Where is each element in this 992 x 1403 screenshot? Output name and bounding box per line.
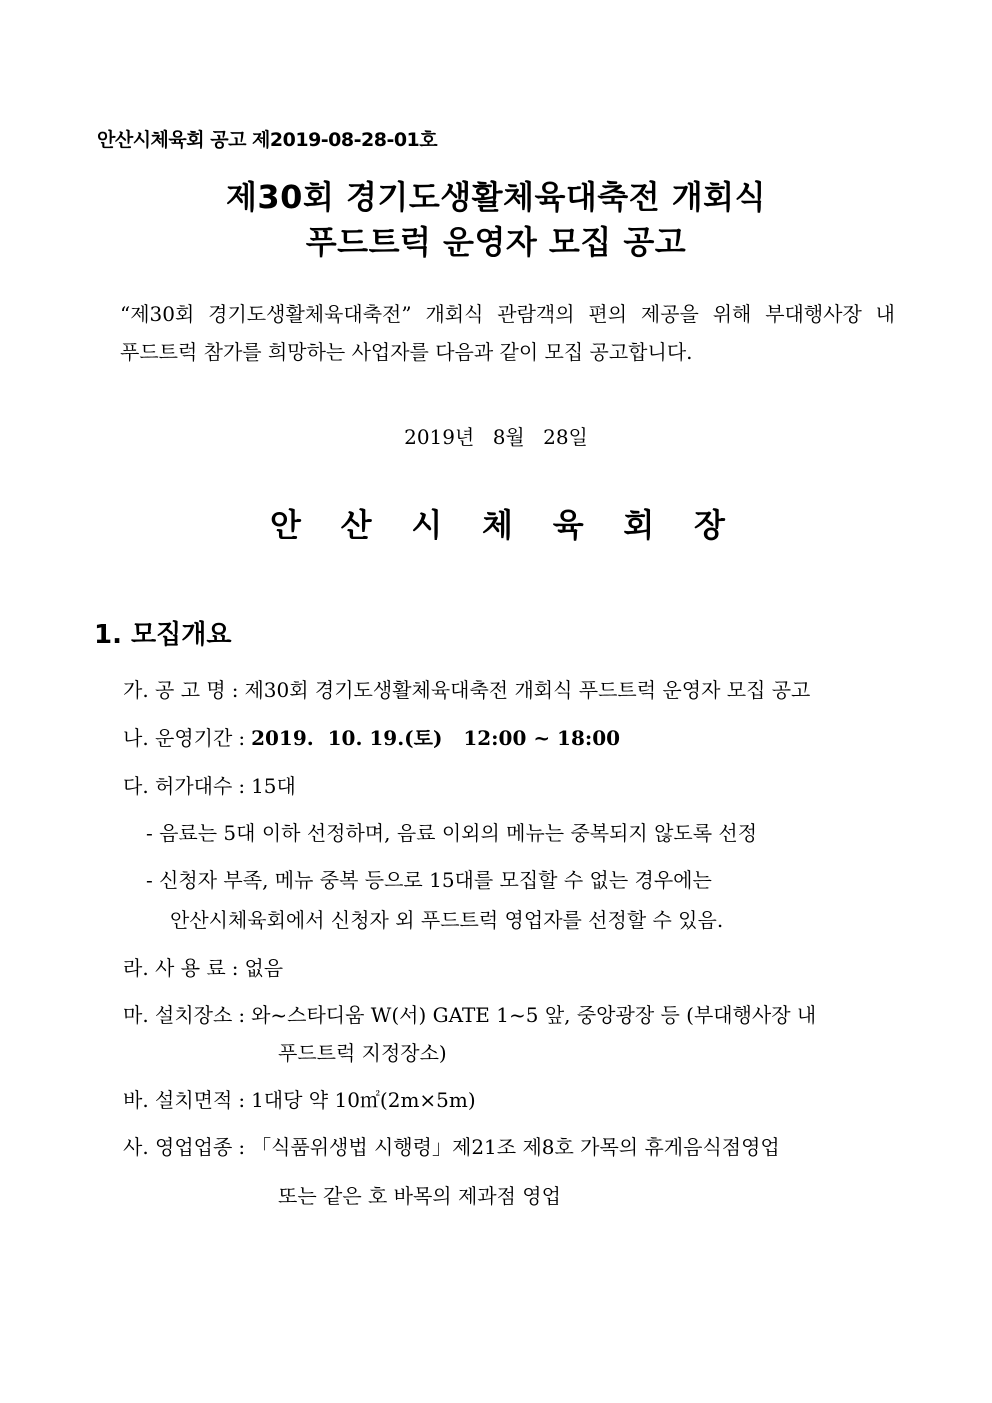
item-label: 가. 공 고 명 bbox=[123, 678, 226, 702]
item-value: 없음 bbox=[244, 956, 284, 980]
item-operation-period bbox=[123, 722, 620, 751]
item-label: 라. 사 용 료 bbox=[123, 956, 226, 980]
org-char: 산 bbox=[340, 506, 372, 544]
item-business-type-continued: 또는 같은 호 바목의 제과점 영업 bbox=[278, 1184, 561, 1208]
item-notice-name bbox=[123, 674, 810, 703]
section-heading: 1. 모집개요 bbox=[94, 620, 232, 650]
org-char: 시 bbox=[411, 506, 443, 544]
sub-item-shortage: - 신청자 부족, 메뉴 중복 등으로 15대를 모집할 수 없는 경우에는 bbox=[146, 868, 712, 892]
notice-number: 안산시체육회 공고 제2019-08-28-01호 bbox=[97, 129, 438, 151]
date-month: 8월 bbox=[492, 425, 525, 449]
item-colon: : bbox=[231, 956, 239, 980]
item-install-location bbox=[123, 999, 816, 1028]
item-value: 제30회 경기도생활체육대축전 개회식 푸드트럭 운영자 모집 공고 bbox=[244, 678, 811, 702]
item-value: 「식품위생법 시행령」제21조 제8호 가목의 휴게음식점영업 bbox=[251, 1135, 780, 1159]
org-char: 안 bbox=[270, 506, 301, 544]
item-value: 2019. 10. 19.(토) 12:00 ~ 18:00 bbox=[251, 726, 621, 750]
org-char: 체 bbox=[482, 506, 513, 544]
title-line-1: 제30회 경기도생활체육대축전 개회식 bbox=[226, 178, 766, 216]
org-char: 장 bbox=[694, 506, 725, 544]
title-line-2: 푸드트럭 운영자 모집 공고 bbox=[305, 223, 687, 261]
organization-name bbox=[270, 500, 725, 546]
sub-item-beverage: - 음료는 5대 이하 선정하며, 음료 이외의 메뉴는 중복되지 않도록 선정 bbox=[146, 821, 758, 845]
item-install-location-continued: 푸드트럭 지정장소) bbox=[278, 1041, 447, 1065]
item-business-type bbox=[123, 1131, 780, 1160]
org-char: 회 bbox=[623, 506, 655, 544]
date-year: 2019년 bbox=[404, 425, 475, 449]
item-value: 15대 bbox=[251, 774, 296, 798]
item-colon: : bbox=[238, 1088, 246, 1112]
item-colon: : bbox=[238, 1135, 246, 1159]
item-install-area bbox=[123, 1084, 476, 1113]
item-label: 다. 허가대수 bbox=[123, 774, 233, 798]
item-value: 1대당 약 10㎡(2m×5m) bbox=[251, 1088, 476, 1112]
notice-date bbox=[0, 421, 992, 450]
item-permit-count bbox=[123, 770, 296, 799]
org-char: 육 bbox=[552, 506, 584, 544]
item-colon: : bbox=[238, 1003, 246, 1027]
item-colon: : bbox=[238, 774, 246, 798]
item-colon: : bbox=[238, 726, 246, 750]
intro-line-2: 푸드트럭 참가를 희망하는 사업자를 다음과 같이 모집 공고합니다. bbox=[120, 340, 693, 364]
item-label: 바. 설치면적 bbox=[123, 1088, 233, 1112]
item-value: 와~스타디움 W(서) GATE 1~5 앞, 중앙광장 등 (부대행사장 내 bbox=[251, 1003, 817, 1027]
date-day: 28일 bbox=[543, 425, 588, 449]
item-usage-fee bbox=[123, 952, 283, 981]
item-label: 사. 영업업종 bbox=[123, 1135, 233, 1159]
item-label: 나. 운영기간 bbox=[123, 726, 233, 750]
sub-item-shortage-continued: 안산시체육회에서 신청자 외 푸드트럭 영업자를 선정할 수 있음. bbox=[170, 908, 724, 932]
item-colon: : bbox=[231, 678, 239, 702]
intro-line-1: “제30회 경기도생활체육대축전” 개회식 관람객의 편의 제공을 위해 부대행사장 내 bbox=[120, 302, 895, 326]
item-label: 마. 설치장소 bbox=[123, 1003, 233, 1027]
